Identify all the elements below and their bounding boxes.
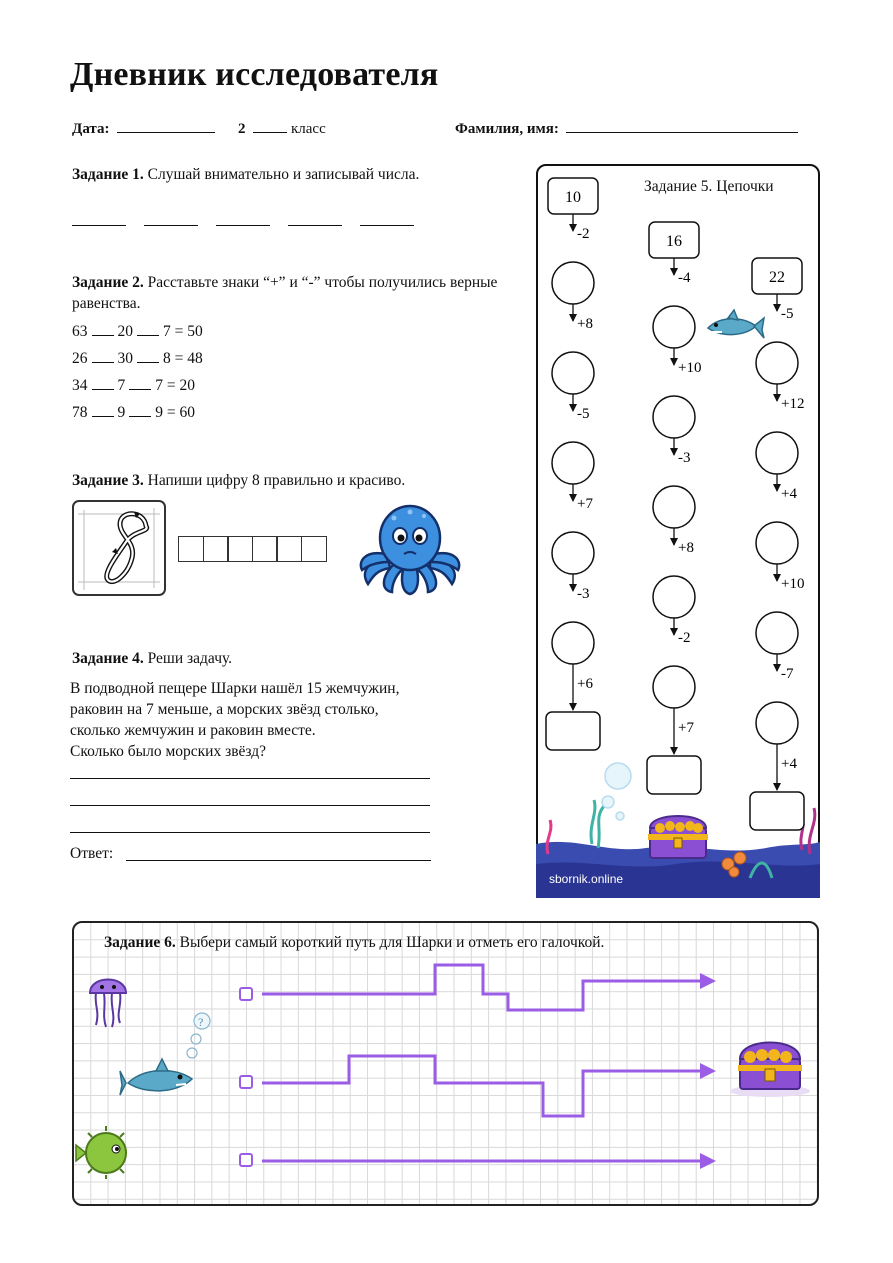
digit-practice-cells[interactable]: [178, 536, 327, 562]
name-blank[interactable]: [566, 118, 798, 133]
chain-step-label: -2: [577, 226, 590, 242]
watermark: sbornik.online: [549, 872, 624, 886]
chain-start-number: 10: [565, 189, 581, 206]
sign-blank[interactable]: [92, 350, 114, 363]
solution-line[interactable]: [70, 832, 430, 833]
grade-number: 2: [238, 121, 246, 137]
practice-cell[interactable]: [227, 536, 253, 562]
pufferfish-icon: [76, 1126, 126, 1179]
chain-step-label: +6: [577, 676, 593, 692]
sign-blank[interactable]: [137, 323, 159, 336]
shark-icon: [708, 310, 764, 338]
chain-step-label: -4: [678, 270, 691, 286]
sign-blank[interactable]: [137, 350, 159, 363]
task1-answer-blank[interactable]: [144, 225, 198, 226]
task3-heading: [72, 470, 522, 491]
task1-heading: [72, 164, 512, 185]
answer-label: Ответ:: [70, 845, 114, 862]
paths-diagram: [72, 921, 819, 1206]
path-checkbox[interactable]: [240, 1154, 252, 1166]
chain-answer-circle[interactable]: [653, 576, 695, 618]
chain-answer-circle[interactable]: [756, 522, 798, 564]
grade-field[interactable]: [238, 118, 326, 138]
task1-text: Слушай внимательно и записывай числа.: [147, 166, 420, 183]
chain-step-label: +4: [781, 756, 797, 772]
sign-blank[interactable]: [92, 377, 114, 390]
task4-label: Задание 4.: [72, 650, 144, 667]
path-checkbox[interactable]: [240, 988, 252, 1000]
task6-label: Задание 6.: [104, 934, 176, 951]
path-checkbox[interactable]: [240, 1076, 252, 1088]
practice-cell[interactable]: [276, 536, 302, 562]
grade-blank[interactable]: [253, 118, 287, 133]
chain-answer-circle[interactable]: [653, 396, 695, 438]
chain-start-number: 22: [769, 269, 785, 286]
solution-line[interactable]: [70, 778, 430, 779]
chain-start-number: 16: [666, 233, 682, 250]
chain-step-label: -5: [577, 406, 590, 422]
date-label: Дата:: [72, 121, 110, 137]
chain-step-label: +8: [577, 316, 593, 332]
problem-line: Сколько было морских звёзд?: [70, 743, 267, 760]
chain-step-label: -3: [678, 450, 691, 466]
chain-result-box[interactable]: [546, 712, 600, 750]
treasure-chest-icon: [648, 816, 708, 858]
path-route: [262, 965, 702, 1010]
practice-cell[interactable]: [252, 536, 278, 562]
task4-text: Реши задачу.: [147, 650, 233, 667]
chain-step-label: -3: [577, 586, 590, 602]
chain-step-label: +7: [577, 496, 593, 512]
thought-bubbles-icon: [187, 1013, 210, 1058]
sign-blank[interactable]: [92, 323, 114, 336]
task1-answer-blank[interactable]: [360, 225, 414, 226]
page-title: Дневник исследователя: [70, 56, 439, 93]
chains-diagram: [536, 164, 820, 898]
chain-step-label: -5: [781, 306, 794, 322]
solution-line[interactable]: [70, 805, 430, 806]
task6-text: Выбери самый короткий путь для Шарки и отметь его галочкой.: [179, 934, 605, 951]
task4-problem: [70, 678, 510, 762]
chain-answer-circle[interactable]: [653, 306, 695, 348]
problem-line: раковин на 7 меньше, а морских звёзд столько,: [70, 701, 379, 718]
digit-8-guide-icon: [74, 502, 164, 594]
chain-step-label: +12: [781, 396, 805, 412]
shark-icon: [120, 1059, 192, 1095]
practice-cell[interactable]: [301, 536, 327, 562]
chain-answer-circle[interactable]: [552, 442, 594, 484]
chain-answer-circle[interactable]: [653, 666, 695, 708]
date-blank[interactable]: [117, 118, 215, 133]
chain-step-label: +8: [678, 540, 694, 556]
task3-label: Задание 3.: [72, 472, 144, 489]
practice-cell[interactable]: [203, 536, 229, 562]
chain-step-label: +7: [678, 720, 694, 736]
task4-heading: [72, 648, 512, 669]
task2-equations: [72, 318, 203, 426]
chain-answer-circle[interactable]: [653, 486, 695, 528]
chain-step-label: +10: [781, 576, 805, 592]
task2-heading: [72, 272, 522, 314]
problem-line: В подводной пещере Шарки нашёл 15 жемчужин,: [70, 680, 400, 697]
sign-blank[interactable]: [92, 404, 114, 417]
grade-label: класс: [291, 121, 326, 137]
task1-label: Задание 1.: [72, 166, 144, 183]
sign-blank[interactable]: [129, 404, 151, 417]
equation-row: 63 20 7 = 50: [72, 323, 203, 340]
task2-text: Расставьте знаки “+” и “-” чтобы получились верные равенства.: [72, 274, 498, 312]
chain-answer-circle[interactable]: [552, 532, 594, 574]
task1-answer-blank[interactable]: [72, 225, 126, 226]
practice-cell[interactable]: [178, 536, 204, 562]
path-route: [262, 1056, 702, 1116]
problem-line: сколько жемчужин и раковин вместе.: [70, 722, 316, 739]
task5-title: Задание 5. Цепочки: [644, 178, 774, 195]
chain-answer-circle[interactable]: [552, 262, 594, 304]
chain-answer-circle[interactable]: [756, 612, 798, 654]
chain-step-label: +10: [678, 360, 702, 376]
equation-row: 26 30 8 = 48: [72, 350, 203, 367]
answer-line[interactable]: [126, 860, 431, 861]
jellyfish-icon: [90, 980, 126, 1028]
task1-answer-blank[interactable]: [216, 225, 270, 226]
chain-answer-circle[interactable]: [756, 342, 798, 384]
task3-text: Напиши цифру 8 правильно и красиво.: [147, 472, 406, 489]
chain-answer-circle[interactable]: [552, 622, 594, 664]
name-field[interactable]: [455, 118, 798, 138]
chain-step-label: -7: [781, 666, 794, 682]
chain-step-label: +4: [781, 486, 797, 502]
chain-result-box[interactable]: [750, 792, 804, 830]
question-mark: ?: [198, 1015, 204, 1029]
chain-answer-circle[interactable]: [756, 702, 798, 744]
task2-label: Задание 2.: [72, 274, 144, 291]
chain-result-box[interactable]: [647, 756, 701, 794]
equation-row: 78 9 9 = 60: [72, 404, 195, 421]
digit-8-sample: [72, 500, 166, 596]
chain-answer-circle[interactable]: [552, 352, 594, 394]
task1-answer-blank[interactable]: [288, 225, 342, 226]
sign-blank[interactable]: [129, 377, 151, 390]
date-field[interactable]: [72, 118, 215, 138]
treasure-chest-icon: [730, 1043, 810, 1098]
octopus-icon: [358, 500, 462, 596]
equation-row: 34 7 7 = 20: [72, 377, 195, 394]
name-label: Фамилия, имя:: [455, 121, 559, 137]
chain-step-label: -2: [678, 630, 691, 646]
chain-answer-circle[interactable]: [756, 432, 798, 474]
